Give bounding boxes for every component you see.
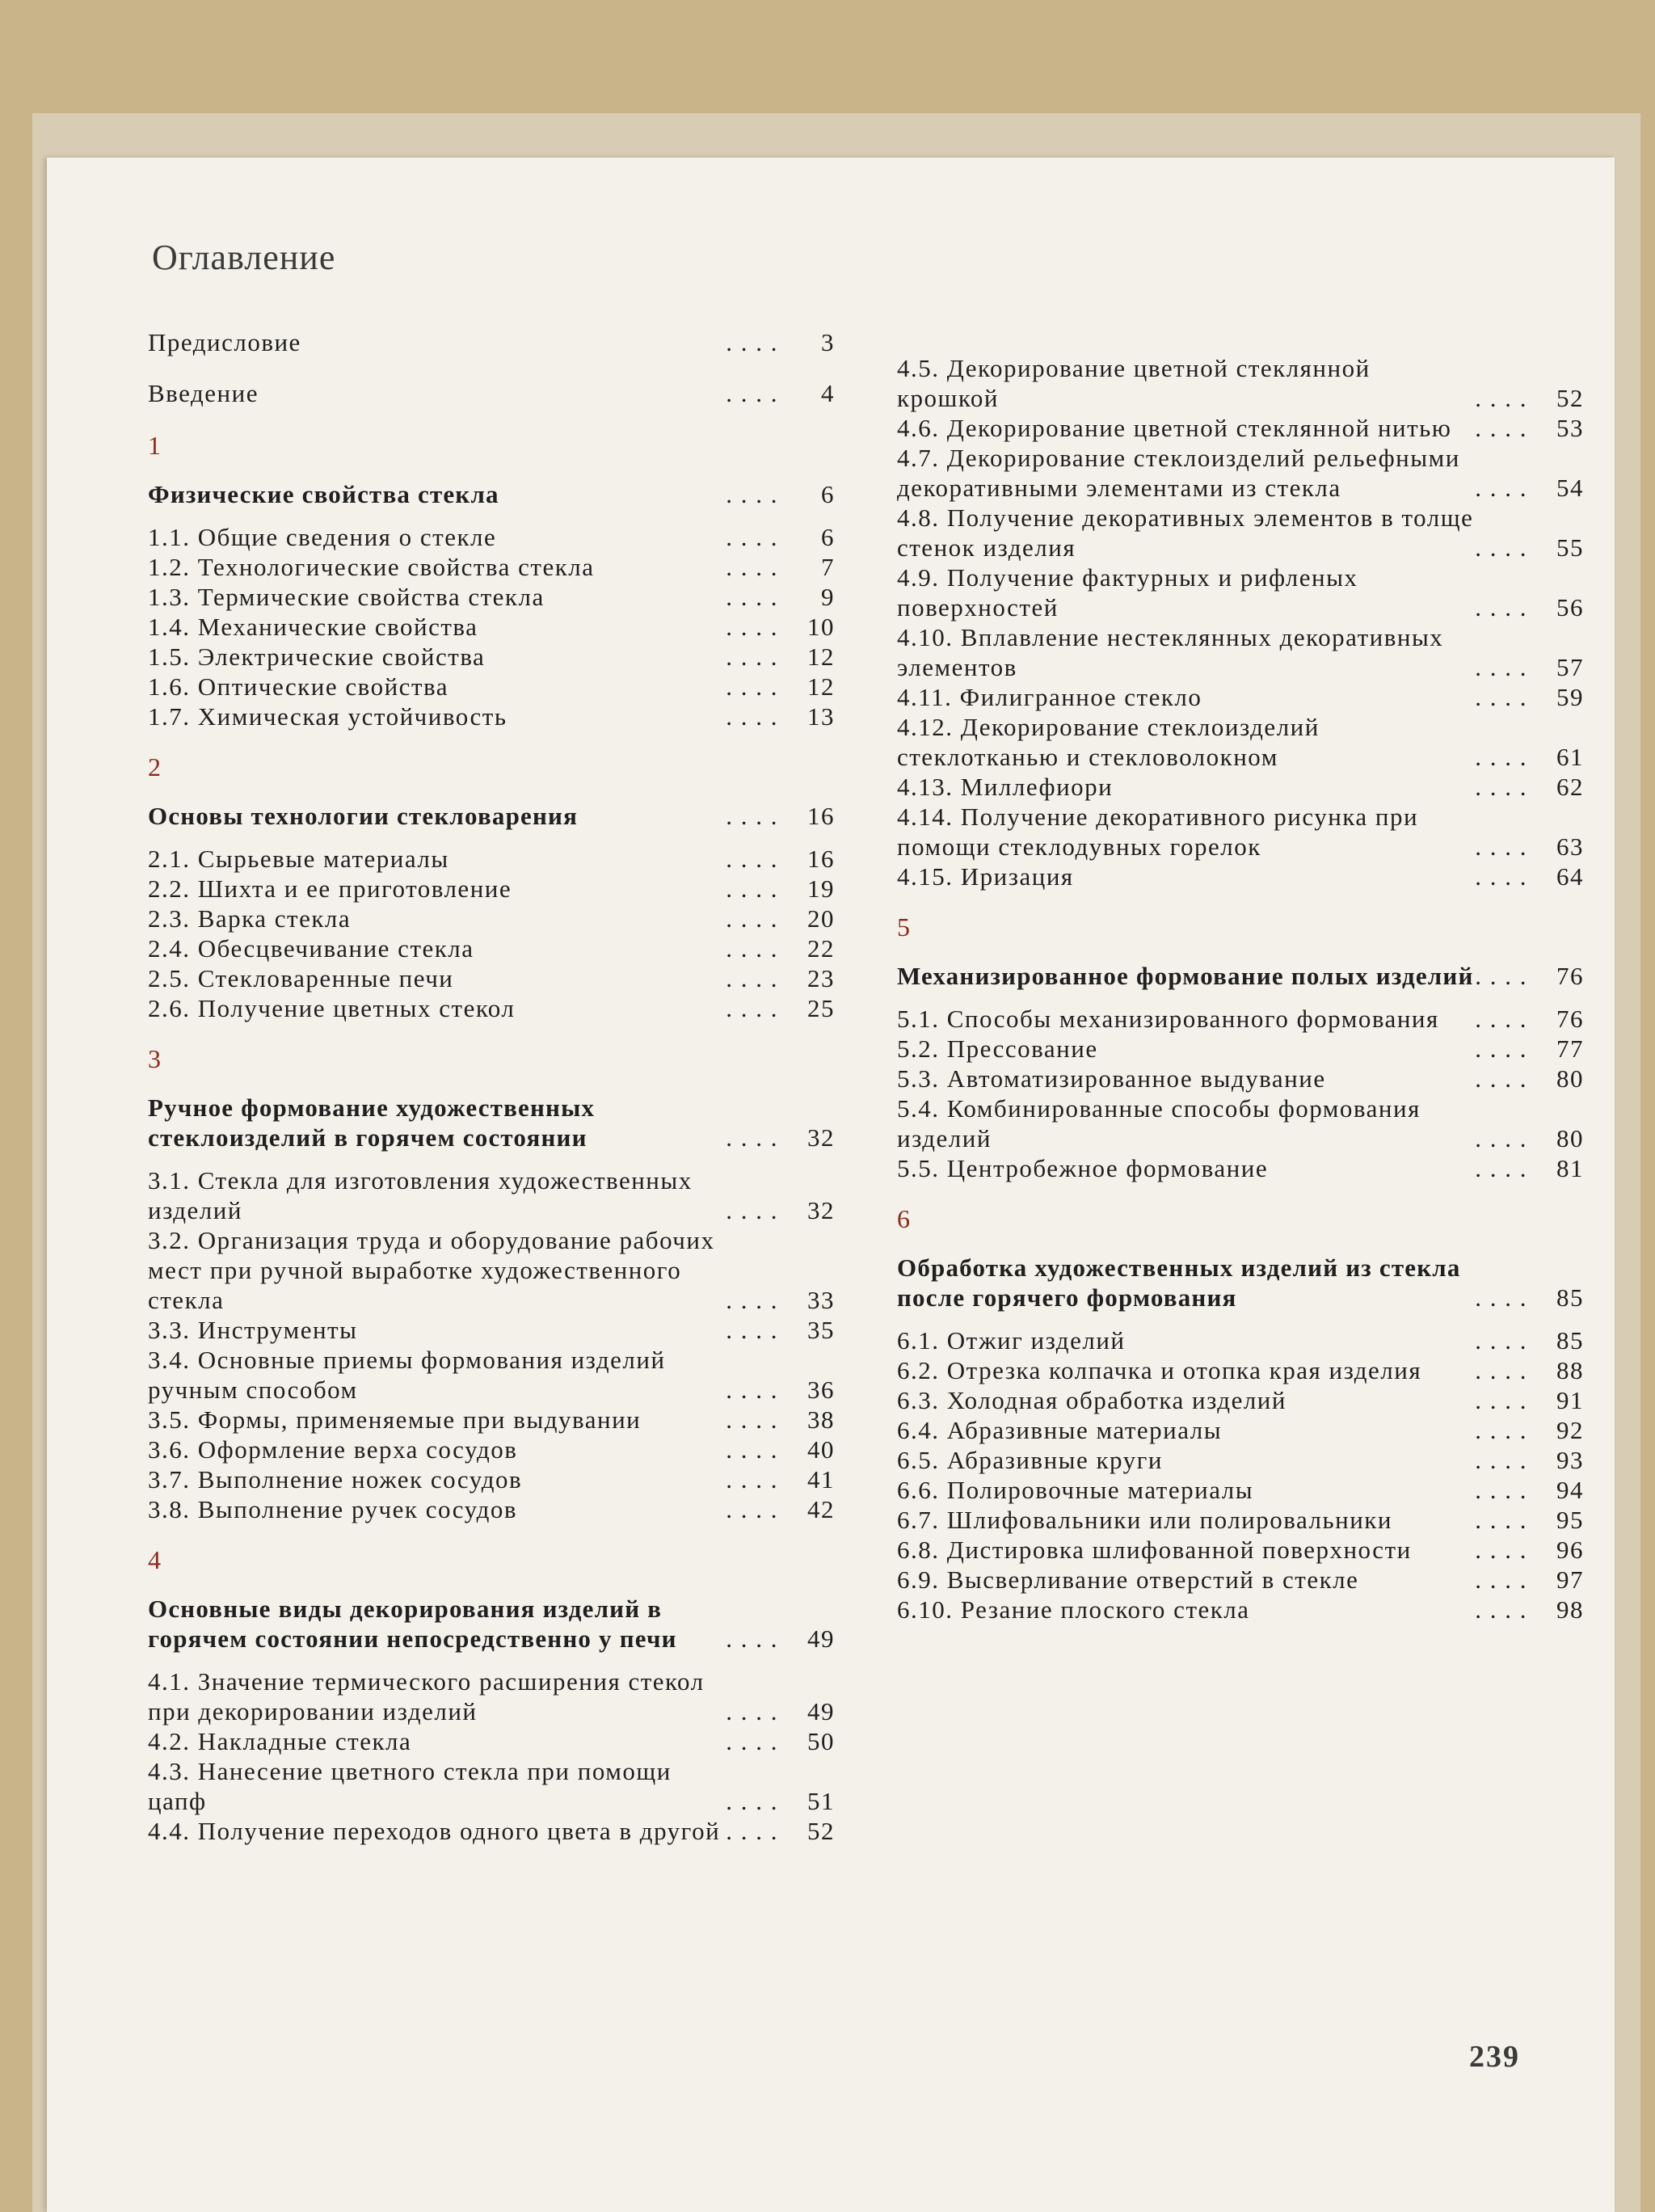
toc-entry-page: 25	[807, 994, 835, 1022]
leader-dots: . . . .	[1475, 474, 1527, 502]
leader-dots: . . . .	[1475, 773, 1527, 801]
toc-entry-page: 93	[1556, 1446, 1584, 1474]
toc-entry-title: 6.4. Абразивные материалы	[897, 1416, 1223, 1444]
toc-entry-page: 77	[1556, 1034, 1584, 1063]
toc-entry-title: 6.3. Холодная обработка изделий	[897, 1386, 1287, 1414]
toc-entry-title: 2.1. Сырьевые материалы	[148, 845, 449, 873]
toc-entry	[897, 1445, 1584, 1475]
leader-dots: . . . .	[1475, 653, 1527, 681]
toc-entry	[148, 1345, 835, 1405]
toc-entry	[897, 503, 1584, 562]
toc-entry-title: 5.4. Комбинированные способы формования изделий	[897, 1094, 1421, 1152]
toc-entry-page: 10	[807, 613, 835, 641]
toc-entry	[148, 1405, 835, 1435]
toc-entry-title: 4.12. Декорирование стеклоизделий стеклотканью и стекловолокном	[897, 713, 1320, 771]
leader-dots: . . . .	[726, 845, 778, 873]
chapter-number: 5	[897, 912, 910, 942]
toc-entry	[897, 1034, 1584, 1064]
toc-entry-title: 6.6. Полировочные материалы	[897, 1476, 1254, 1504]
leader-dots: . . . .	[726, 583, 778, 611]
toc-entry-page: 63	[1556, 832, 1584, 861]
toc-entry	[897, 562, 1584, 622]
toc-entry-page: 55	[1556, 533, 1584, 562]
toc-entry-page: 32	[807, 1123, 835, 1152]
toc-entry-page: 6	[821, 480, 835, 508]
toc-entry-page: 9	[821, 583, 835, 611]
toc-entry-page: 42	[807, 1495, 835, 1523]
toc-entry	[148, 904, 835, 933]
toc-entry	[897, 1093, 1584, 1153]
toc-entry	[897, 1415, 1584, 1445]
toc-entry-title: 5.5. Центробежное формование	[897, 1154, 1269, 1182]
toc-entry-page: 13	[807, 702, 835, 731]
toc-entry-title: 2.4. Обесцвечивание стекла	[148, 934, 474, 963]
toc-entry-page: 19	[807, 874, 835, 903]
leader-dots: . . . .	[726, 1286, 778, 1314]
toc-entry	[897, 1355, 1584, 1385]
leader-dots: . . . .	[1475, 1595, 1527, 1624]
toc-entry-title: 4.7. Декорирование стеклоизделий рельефными декоративными элементами из стекла	[897, 444, 1460, 502]
chapter-number: 1	[148, 431, 161, 460]
toc-entry-title: 3.6. Оформление верха сосудов	[148, 1435, 518, 1464]
chapter-title	[148, 1594, 835, 1654]
leader-dots: . . . .	[726, 553, 778, 581]
toc-entry	[148, 522, 835, 552]
toc-entry	[148, 1435, 835, 1464]
toc-entry-page: 59	[1556, 683, 1584, 711]
leader-dots: . . . .	[1475, 1356, 1527, 1384]
leader-dots: . . . .	[1475, 1283, 1527, 1312]
toc-entry-title: Обработка художественных изделий из стекла после горячего формования	[897, 1253, 1461, 1312]
toc-entry-title: 4.2. Накладные стекла	[148, 1727, 412, 1755]
toc-entry-title: 1.6. Оптические свойства	[148, 672, 448, 701]
toc-entry-title: 3.1. Стекла для изготовления художественных изделий	[148, 1166, 693, 1224]
toc-entry-page: 49	[807, 1697, 835, 1725]
toc-entry-page: 92	[1556, 1416, 1584, 1444]
chapter-spacer	[897, 891, 1584, 903]
toc-entry-title: 1.3. Термические свойства стекла	[148, 583, 545, 611]
toc-entry-title: 4.6. Декорирование цветной стеклянной нитью	[897, 414, 1452, 442]
toc-entry	[148, 963, 835, 993]
toc-entry-title: Механизированное формование полых изделий	[897, 962, 1474, 990]
toc-entry-title: 5.1. Способы механизированного формования	[897, 1005, 1439, 1033]
toc-entry-page: 38	[807, 1405, 835, 1434]
toc-entry	[897, 802, 1584, 862]
chapter-number: 4	[148, 1545, 161, 1574]
toc-entry-title: 4.14. Получение декоративного рисунка при помощи стеклодувных горелок	[897, 803, 1419, 861]
leader-dots: . . . .	[1475, 1565, 1527, 1594]
toc-entry-page: 56	[1556, 593, 1584, 621]
chapter-spacer	[148, 731, 835, 743]
toc-entry-page: 36	[807, 1376, 835, 1404]
chapter-spacer	[897, 1183, 1584, 1194]
toc-entry	[148, 642, 835, 672]
toc-entry	[897, 1565, 1584, 1595]
toc-entry-title: 2.6. Получение цветных стекол	[148, 994, 516, 1022]
toc-entry-title: 1.7. Химическая устойчивость	[148, 702, 507, 731]
leader-dots: . . . .	[1475, 384, 1527, 412]
leader-dots: . . . .	[726, 1465, 778, 1494]
leader-dots: . . . .	[1475, 414, 1527, 442]
toc-front-matter-entry	[148, 378, 835, 408]
toc-entry	[148, 1726, 835, 1756]
leader-dots: . . . .	[1475, 593, 1527, 621]
toc-entry-page: 3	[821, 328, 835, 356]
toc-entry-title: 5.3. Автоматизированное выдувание	[897, 1064, 1326, 1093]
leader-dots: . . . .	[1475, 1034, 1527, 1063]
toc-entry-title: 3.7. Выполнение ножек сосудов	[148, 1465, 523, 1494]
leader-dots: . . . .	[726, 523, 778, 551]
toc-entry	[148, 612, 835, 642]
leader-dots: . . . .	[1475, 1536, 1527, 1564]
toc-entry-title: 1.5. Электрические свойства	[148, 643, 486, 671]
chapter-title	[148, 479, 835, 509]
toc-entry-title: 1.4. Механические свойства	[148, 613, 478, 641]
toc-entry-title: 4.3. Нанесение цветного стекла при помощи цапф	[148, 1757, 672, 1815]
toc-entry-title: Введение	[148, 379, 259, 407]
toc-entry-page: 98	[1556, 1595, 1584, 1624]
leader-dots: . . . .	[1475, 1386, 1527, 1414]
toc-front-matter-entry	[148, 327, 835, 357]
toc-entry-page: 50	[807, 1727, 835, 1755]
chapter-spacer	[148, 1524, 835, 1536]
toc-entry-title: 6.5. Абразивные круги	[897, 1446, 1163, 1474]
toc-entry	[148, 552, 835, 582]
toc-entry-page: 49	[807, 1624, 835, 1653]
leader-dots: . . . .	[1475, 862, 1527, 891]
leader-dots: . . . .	[726, 964, 778, 992]
toc-entry	[897, 1475, 1584, 1505]
toc-entry-page: 52	[807, 1817, 835, 1845]
toc-entry-title: 4.15. Иризация	[897, 862, 1074, 891]
toc-entry-page: 80	[1556, 1064, 1584, 1093]
leader-dots: . . . .	[726, 1624, 778, 1653]
toc-entry	[148, 874, 835, 904]
book-page	[47, 158, 1615, 2212]
toc-entry	[897, 413, 1584, 443]
toc-entry-title: 4.8. Получение декоративных элементов в толще стенок изделия	[897, 503, 1474, 562]
toc-entry-page: 53	[1556, 414, 1584, 442]
leader-dots: . . . .	[1475, 1154, 1527, 1182]
toc-entry-title: 3.8. Выполнение ручек сосудов	[148, 1495, 518, 1523]
toc-entry	[148, 844, 835, 874]
toc-entry	[148, 1494, 835, 1524]
toc-entry-title: 4.5. Декорирование цветной стеклянной крошкой	[897, 354, 1371, 412]
leader-dots: . . . .	[726, 379, 778, 407]
toc-entry-page: 16	[807, 802, 835, 830]
toc-entry	[148, 1165, 835, 1225]
toc-entry-page: 41	[807, 1465, 835, 1494]
toc-entry-page: 12	[807, 643, 835, 671]
leader-dots: . . . .	[726, 1727, 778, 1755]
toc-entry	[897, 862, 1584, 891]
toc-entry-title: 6.2. Отрезка колпачка и отопка края изделия	[897, 1356, 1422, 1384]
toc-entry-page: 52	[1556, 384, 1584, 412]
toc-entry-title: 2.3. Варка стекла	[148, 904, 352, 933]
toc-entry-title: 5.2. Прессование	[897, 1034, 1098, 1063]
toc-entry-title: 2.5. Стекловаренные печи	[148, 964, 454, 992]
chapter-number: 2	[148, 752, 161, 782]
toc-entry	[148, 582, 835, 612]
toc-right-column	[897, 353, 1584, 1636]
toc-entry	[148, 993, 835, 1023]
toc-entry-title: 6.10. Резание плоского стекла	[897, 1595, 1250, 1624]
leader-dots: . . . .	[1475, 743, 1527, 771]
toc-entry	[897, 712, 1584, 772]
leader-dots: . . . .	[726, 994, 778, 1022]
leader-dots: . . . .	[726, 328, 778, 356]
toc-entry-title: 6.8. Дистировка шлифованной поверхности	[897, 1536, 1412, 1564]
toc-entry-title: 6.9. Высверливание отверстий в стекле	[897, 1565, 1359, 1594]
chapter-number: 6	[897, 1204, 910, 1233]
toc-entry-page: 7	[821, 553, 835, 581]
toc-entry-page: 91	[1556, 1386, 1584, 1414]
leader-dots: . . . .	[726, 1376, 778, 1404]
toc-entry-page: 96	[1556, 1536, 1584, 1564]
toc-entry-page: 32	[807, 1196, 835, 1224]
leader-dots: . . . .	[1475, 683, 1527, 711]
leader-dots: . . . .	[1475, 1416, 1527, 1444]
toc-entry	[148, 1756, 835, 1816]
leader-dots: . . . .	[726, 1316, 778, 1344]
toc-entry	[148, 1464, 835, 1494]
leader-dots: . . . .	[726, 672, 778, 701]
toc-entry	[897, 1385, 1584, 1415]
toc-entry-title: Физические свойства стекла	[148, 480, 499, 508]
toc-entry-page: 85	[1556, 1283, 1584, 1312]
chapter-spacer	[897, 1624, 1584, 1636]
chapter-spacer	[148, 1846, 835, 1857]
toc-entry-page: 85	[1556, 1326, 1584, 1355]
toc-entry	[897, 353, 1584, 413]
toc-entry	[897, 1004, 1584, 1034]
toc-entry-page: 76	[1556, 962, 1584, 990]
leader-dots: . . . .	[726, 1405, 778, 1434]
leader-dots: . . . .	[1475, 1476, 1527, 1504]
leader-dots: . . . .	[726, 802, 778, 830]
toc-entry	[897, 1505, 1584, 1535]
leader-dots: . . . .	[726, 480, 778, 508]
leader-dots: . . . .	[1475, 1124, 1527, 1152]
toc-entry	[148, 1816, 835, 1846]
toc-entry-title: 4.13. Миллефиори	[897, 773, 1114, 801]
toc-entry-title: Основы технологии стекловарения	[148, 802, 579, 830]
toc-entry	[897, 622, 1584, 682]
toc-entry	[897, 1153, 1584, 1183]
leader-dots: . . . .	[726, 1196, 778, 1224]
toc-entry-title: 1.1. Общие сведения о стекле	[148, 523, 497, 551]
chapter-number: 3	[148, 1044, 161, 1073]
toc-entry-title: 3.3. Инструменты	[148, 1316, 358, 1344]
toc-entry-title: 4.4. Получение переходов одного цвета в другой	[148, 1817, 721, 1845]
toc-entry-page: 95	[1556, 1506, 1584, 1534]
leader-dots: . . . .	[726, 643, 778, 671]
chapter-title	[897, 961, 1584, 991]
toc-entry-page: 35	[807, 1316, 835, 1344]
toc-entry-page: 97	[1556, 1565, 1584, 1594]
toc-entry-page: 23	[807, 964, 835, 992]
toc-entry-page: 40	[807, 1435, 835, 1464]
toc-entry-page: 80	[1556, 1124, 1584, 1152]
leader-dots: . . . .	[1475, 1446, 1527, 1474]
chapter-title	[148, 1093, 835, 1152]
leader-dots: . . . .	[726, 934, 778, 963]
toc-entry	[897, 682, 1584, 712]
toc-entry-page: 61	[1556, 743, 1584, 771]
toc-entry-page: 16	[807, 845, 835, 873]
leader-dots: . . . .	[726, 702, 778, 731]
toc-entry-title: Предисловие	[148, 328, 301, 356]
toc-entry	[897, 772, 1584, 802]
leader-dots: . . . .	[726, 1787, 778, 1815]
leader-dots: . . . .	[1475, 1326, 1527, 1355]
toc-entry	[897, 1325, 1584, 1355]
page-title: Оглавление	[152, 238, 336, 277]
leader-dots: . . . .	[726, 1697, 778, 1725]
leader-dots: . . . .	[726, 1123, 778, 1152]
leader-dots: . . . .	[726, 904, 778, 933]
toc-entry	[897, 1064, 1584, 1093]
chapter-title	[148, 801, 835, 831]
toc-entry-page: 54	[1556, 474, 1584, 502]
toc-entry-page: 88	[1556, 1356, 1584, 1384]
toc-entry	[897, 1535, 1584, 1565]
toc-entry-page: 62	[1556, 773, 1584, 801]
toc-entry-page: 4	[821, 379, 835, 407]
page-number: 239	[1469, 2040, 1520, 2074]
leader-dots: . . . .	[1475, 1005, 1527, 1033]
chapter-title	[897, 1253, 1584, 1312]
toc-entry	[148, 933, 835, 963]
leader-dots: . . . .	[726, 1435, 778, 1464]
toc-entry-title: 4.10. Вплавление нестеклянных декоративных элементов	[897, 623, 1444, 681]
toc-entry	[897, 443, 1584, 503]
toc-entry	[148, 1225, 835, 1315]
toc-entry-title: Ручное формование художественных стеклоизделий в горячем состоянии	[148, 1093, 596, 1152]
toc-entry-page: 94	[1556, 1476, 1584, 1504]
toc-entry	[897, 1595, 1584, 1624]
leader-dots: . . . .	[726, 1817, 778, 1845]
toc-entry-title: 6.7. Шлифовальники или полировальники	[897, 1506, 1392, 1534]
toc-entry-page: 76	[1556, 1005, 1584, 1033]
toc-entry-title: 4.9. Получение фактурных и рифленых поверхностей	[897, 563, 1358, 621]
leader-dots: . . . .	[1475, 1506, 1527, 1534]
chapter-spacer	[148, 1023, 835, 1034]
leader-dots: . . . .	[1475, 1064, 1527, 1093]
toc-entry-title: 3.4. Основные приемы формования изделий ручным способом	[148, 1346, 666, 1404]
toc-entry-page: 6	[821, 523, 835, 551]
toc-entry-page: 57	[1556, 653, 1584, 681]
toc-entry	[148, 1315, 835, 1345]
toc-entry-page: 12	[807, 672, 835, 701]
toc-entry	[148, 1666, 835, 1726]
toc-entry-page: 33	[807, 1286, 835, 1314]
toc-entry-title: 6.1. Отжиг изделий	[897, 1326, 1126, 1355]
toc-entry-title: 4.11. Филигранное стекло	[897, 683, 1202, 711]
toc-entry-page: 64	[1556, 862, 1584, 891]
toc-entry-title: Основные виды декорирования изделий в горячем состоянии непосредственно у печи	[148, 1595, 677, 1653]
leader-dots: . . . .	[726, 613, 778, 641]
leader-dots: . . . .	[726, 874, 778, 903]
leader-dots: . . . .	[1475, 962, 1527, 990]
leader-dots: . . . .	[1475, 832, 1527, 861]
toc-left-column	[148, 327, 835, 1857]
toc-entry-page: 22	[807, 934, 835, 963]
toc-entry-title: 2.2. Шихта и ее приготовление	[148, 874, 512, 903]
toc-entry-page: 81	[1556, 1154, 1584, 1182]
toc-entry-page: 20	[807, 904, 835, 933]
toc-entry-title: 4.1. Значение термического расширения стекол при декорировании изделий	[148, 1667, 705, 1725]
toc-entry-title: 3.5. Формы, применяемые при выдувании	[148, 1405, 642, 1434]
toc-entry	[148, 702, 835, 731]
leader-dots: . . . .	[726, 1495, 778, 1523]
toc-entry-page: 51	[807, 1787, 835, 1815]
toc-entry-title: 1.2. Технологические свойства стекла	[148, 553, 595, 581]
leader-dots: . . . .	[1475, 533, 1527, 562]
toc-entry	[148, 672, 835, 702]
toc-entry-title: 3.2. Организация труда и оборудование рабочих мест при ручной выработке художественного стекла	[148, 1226, 715, 1314]
